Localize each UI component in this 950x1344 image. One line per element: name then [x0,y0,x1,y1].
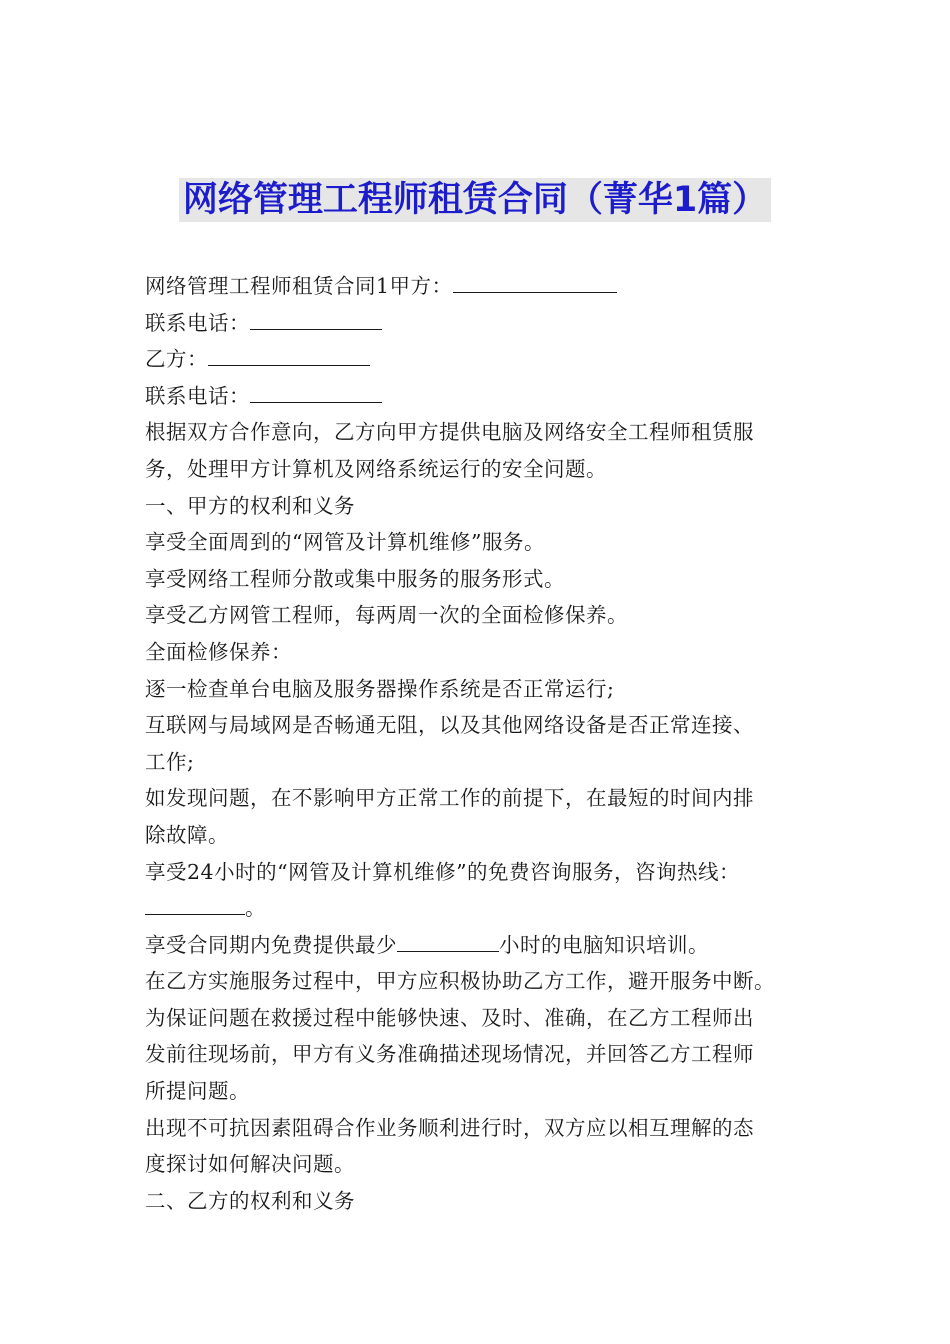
paragraph-line: 务，处理甲方计算机及网络系统运行的安全问题。 [145,456,607,481]
training-line [145,927,815,964]
paragraph-line: 互联网与局域网是否畅通无阻，以及其他网络设备是否正常连接、 [145,713,754,738]
paragraph-line: 享受24小时的“网管及计算机维修”的免费咨询服务，咨询热线： [145,859,741,884]
training-hours-blank [397,931,499,952]
party-a-line [145,268,815,305]
paragraph-line: 除故障。 [145,822,229,847]
party-b-blank [208,345,370,366]
document-body [145,268,815,1219]
party-a-label: 网络管理工程师租赁合同1甲方： [145,274,453,298]
title-container [0,178,950,222]
party-b-label: 乙方： [145,347,208,372]
party-b-phone-line [145,378,815,415]
party-b-line [145,341,815,378]
hotline-line [145,890,815,927]
training-text-b: 小时的电脑知识培训。 [499,932,709,957]
party-a-phone-line [145,305,815,342]
paragraph-line: 享受全面周到的“网管及计算机维修”服务。 [145,530,545,555]
party-a-phone-label: 联系电话： [145,310,250,335]
hotline-blank [145,894,245,915]
party-b-phone-label: 联系电话： [145,383,250,408]
paragraph-line: 为保证问题在救援过程中能够快速、及时、准确，在乙方工程师出 [145,1005,754,1030]
section-heading: 一、甲方的权利和义务 [145,493,355,518]
paragraph-line: 如发现问题，在不影响甲方正常工作的前提下，在最短的时间内排 [145,786,754,811]
paragraph-line: 根据双方合作意向，乙方向甲方提供电脑及网络安全工程师租赁服 [145,420,754,445]
paragraph-line: 享受网络工程师分散或集中服务的服务形式。 [145,566,565,591]
paragraph-line: 全面检修保养： [145,639,292,664]
section-heading: 二、乙方的权利和义务 [145,1188,355,1213]
paragraph-line: 享受乙方网管工程师，每两周一次的全面检修保养。 [145,603,628,628]
document-title: 网络管理工程师租赁合同（菁华1篇） [179,178,771,222]
training-text-a: 享受合同期内免费提供最少 [145,932,397,957]
paragraph-line: 在乙方实施服务过程中，甲方应积极协助乙方工作，避开服务中断。 [145,969,775,994]
party-b-phone-blank [250,382,382,403]
party-a-blank [453,272,617,293]
hotline-end: 。 [245,896,266,921]
party-a-phone-blank [250,309,382,330]
paragraph-line: 度探讨如何解决问题。 [145,1152,355,1177]
paragraph-line: 出现不可抗因素阻碍合作业务顺利进行时，双方应以相互理解的态 [145,1115,754,1140]
paragraph-line: 工作; [145,749,195,774]
paragraph-line: 发前往现场前，甲方有义务准确描述现场情况，并回答乙方工程师 [145,1042,754,1067]
paragraph-line: 所提问题。 [145,1079,250,1104]
paragraph-line: 逐一检查单台电脑及服务器操作系统是否正常运行; [145,676,615,701]
